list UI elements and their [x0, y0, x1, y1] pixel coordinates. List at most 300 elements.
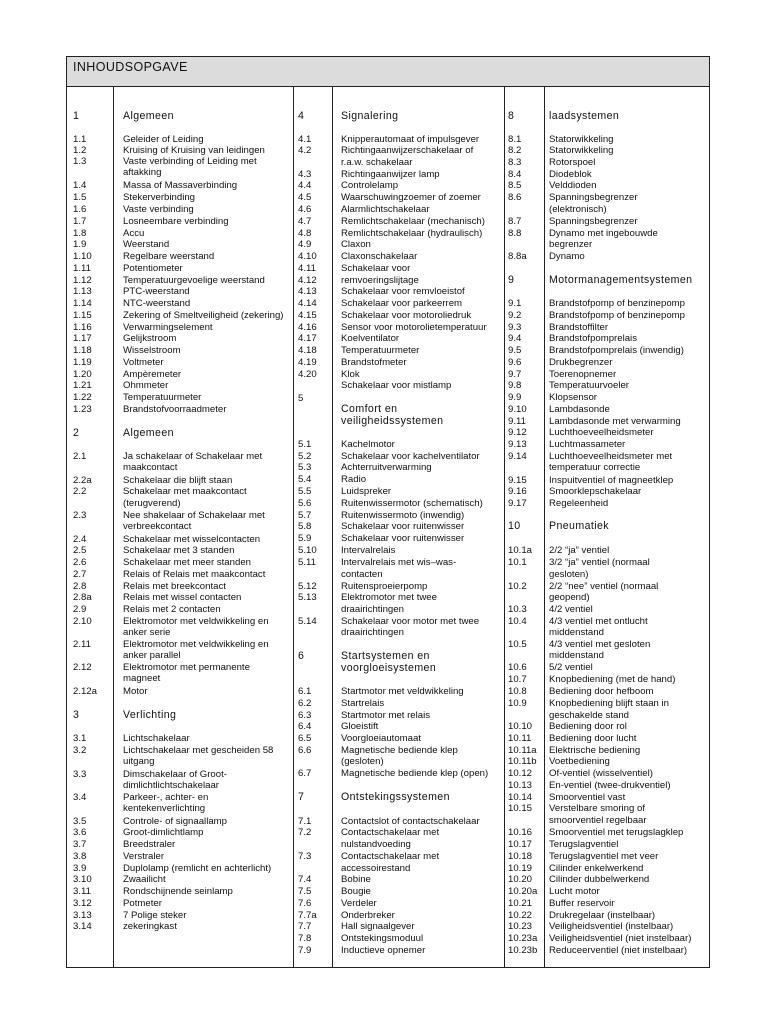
entry-number: 10.23a	[508, 933, 538, 944]
entry-number: 2.7	[73, 569, 87, 580]
entry-number: 10.18	[508, 851, 533, 862]
entry-label: Lichtschakelaar	[123, 733, 190, 744]
entry-number: 7.7	[298, 921, 312, 932]
entry-number: 5.10	[298, 545, 317, 556]
entry-label: Brandstoffilter	[549, 322, 609, 333]
entry-label: Schakelaar met wisselcontacten	[123, 534, 261, 545]
entry-number: 9.12	[508, 427, 527, 438]
entry-number: 5.13	[298, 592, 317, 603]
entry-number: 9.17	[508, 498, 527, 509]
entry-number: 2.8a	[73, 592, 92, 603]
entry-number: 3.11	[73, 886, 91, 897]
entry-number: 5.14	[298, 616, 317, 627]
entry-number: 3.12	[73, 898, 92, 909]
entry-label: Pneumatiek	[549, 520, 609, 532]
entry-number: 1.16	[73, 322, 92, 333]
column-divider	[113, 87, 114, 967]
entry-number: 6.2	[298, 698, 312, 709]
entry-label: Lichtschakelaar met gescheiden 58	[123, 745, 274, 756]
entry-number: 2.9	[73, 604, 87, 615]
entry-number: 1.20	[73, 369, 92, 380]
entry-number: 1.13	[73, 286, 92, 297]
entry-number: 5.8	[298, 521, 312, 532]
entry-label: Richtingaanwijzer lamp	[341, 169, 440, 180]
entry-label: Nee shakelaar of Schakelaar met	[123, 510, 265, 521]
entry-number: 1.9	[73, 239, 87, 250]
entry-number: 6	[298, 650, 305, 662]
entry-number: 10.10	[508, 721, 533, 732]
entry-number: 9.3	[508, 322, 522, 333]
entry-label: Klopsensor	[549, 392, 597, 403]
entry-number: 10.11b	[508, 756, 537, 767]
entry-number: 2	[73, 427, 80, 439]
entry-number: 1.23	[73, 404, 92, 415]
entry-label: Vaste verbinding	[123, 204, 194, 215]
entry-label: Ontstekingsmoduul	[341, 933, 424, 944]
entry-label: Brandstofpomprelais	[549, 333, 637, 344]
entry-number: 1.19	[73, 357, 92, 368]
entry-label: Sensor voor motorolietemperatuur	[341, 322, 487, 333]
entry-number: 3.5	[73, 816, 87, 827]
entry-number: 10.1	[508, 557, 527, 568]
entry-label: Statorwikkeling	[549, 134, 614, 145]
entry-number: 1.5	[73, 192, 87, 203]
entry-label: NTC-weerstand	[123, 298, 191, 309]
entry-label: Lambdasonde met verwarming	[549, 416, 681, 427]
entry-number: 7.2	[298, 827, 312, 838]
entry-number: 9.8	[508, 380, 522, 391]
entry-label: Claxon	[341, 239, 371, 250]
entry-label: magneet	[123, 673, 161, 684]
entry-number: 10.22	[508, 910, 533, 921]
entry-label: Contactschakelaar met	[341, 827, 440, 838]
entry-number: 2.1	[73, 451, 87, 462]
entry-number: 2.4	[73, 534, 87, 545]
entry-label: Brandstofvoorraadmeter	[123, 404, 227, 415]
entry-number: 8.2	[508, 145, 522, 156]
entry-label: Schakelaar met meer standen	[123, 557, 251, 568]
entry-number: 10.6	[508, 662, 527, 673]
entry-label: Relais of Relais met maakcontact	[123, 569, 266, 580]
entry-number: 7.8	[298, 933, 312, 944]
entry-number: 5.3	[298, 462, 312, 473]
entry-number: 9.2	[508, 310, 522, 321]
entry-label: contacten	[341, 569, 383, 580]
entry-label: Elektromotor met twee	[341, 592, 437, 603]
entry-label: Terugslagventiel met veer	[549, 851, 659, 862]
entry-label: Schakelaar voor ruitenwisser	[341, 533, 465, 544]
entry-label: Smoorventiel vast	[549, 792, 626, 803]
entry-number: 2.6	[73, 557, 87, 568]
entry-number: 10.14	[508, 792, 533, 803]
entry-label: Radio	[341, 474, 367, 485]
entry-number: 9.13	[508, 439, 527, 450]
entry-label: Rotorspoel	[549, 157, 596, 168]
entry-label: Cilinder dubbelwerkend	[549, 874, 650, 885]
entry-label: 7 Polige steker	[123, 910, 187, 921]
entry-label: Lucht motor	[549, 886, 600, 897]
entry-number: 9.10	[508, 404, 527, 415]
entry-label: Luidspreker	[341, 486, 392, 497]
entry-number: 1.21	[73, 380, 92, 391]
entry-number: 10.20a	[508, 886, 538, 897]
entry-number: 1.1	[73, 134, 87, 145]
entry-label: 4/2 ventiel	[549, 604, 593, 615]
entry-label: Motormanagementsystemen	[549, 274, 693, 286]
entry-number: 1.11	[73, 263, 91, 274]
entry-number: 7.3	[298, 851, 312, 862]
entry-label: Veiligheidsventiel (niet instelbaar)	[549, 933, 692, 944]
entry-label: Elektromotor met permanente	[123, 662, 250, 673]
entry-label: Gelijkstroom	[123, 333, 177, 344]
entry-number: 4.13	[298, 286, 317, 297]
entry-number: 1	[73, 110, 80, 122]
entry-number: 4.9	[298, 239, 312, 250]
entry-label: remvoeringslijtage	[341, 275, 419, 286]
entry-number: 1.4	[73, 180, 87, 191]
entry-label: Voetbediening	[549, 756, 610, 767]
entry-number: 4.16	[298, 322, 317, 333]
document-title: INHOUDSOPGAVE	[73, 60, 188, 74]
entry-label: Comfort en	[341, 403, 398, 415]
entry-label: Contactslot of contactschakelaar	[341, 816, 480, 827]
entry-number: 3.14	[73, 921, 92, 932]
entry-label: Remlichtschakelaar (hydraulisch)	[341, 228, 483, 239]
entry-label: Regelbare weerstand	[123, 251, 215, 262]
entry-number: 1.17	[73, 333, 92, 344]
entry-label: Reduceerventiel (niet instelbaar)	[549, 945, 688, 956]
entry-label: Smoorventiel met terugslagklep	[549, 827, 684, 838]
entry-number: 9.14	[508, 451, 527, 462]
entry-number: 9.7	[508, 369, 522, 380]
entry-label: anker parallel	[123, 650, 181, 661]
entry-number: 9.16	[508, 486, 527, 497]
entry-label: Rondschijnende seinlamp	[123, 886, 233, 897]
entry-number: 3.1	[73, 733, 87, 744]
entry-label: Ruitenwissermotor (schematisch)	[341, 498, 483, 509]
entry-number: 3.4	[73, 792, 87, 803]
entry-label: Startrelais	[341, 698, 385, 709]
entry-label: Dynamo met ingebouwde	[549, 228, 658, 239]
entry-label: Zwaailicht	[123, 874, 166, 885]
entry-number: 6.3	[298, 710, 312, 721]
entry-label: Inspuitventiel of magneetklep	[549, 475, 674, 486]
entry-number: 10.11	[508, 733, 532, 744]
entry-label: Geleider of Leiding	[123, 134, 204, 145]
entry-number: 3.9	[73, 863, 87, 874]
entry-label: Regeleenheid	[549, 498, 609, 509]
entry-label: Duplolamp (remlicht en achterlicht)	[123, 863, 272, 874]
entry-label: Of-ventiel (wisselventiel)	[549, 768, 653, 779]
entry-number: 4.14	[298, 298, 317, 309]
entry-label: accessoirestand	[341, 863, 411, 874]
entry-label: zekeringkast	[123, 921, 177, 932]
entry-label: 4/3 ventiel met ontlucht	[549, 616, 648, 627]
entry-label: Statorwikkeling	[549, 145, 614, 156]
entry-number: 9	[508, 274, 515, 286]
entry-number: 10.4	[508, 616, 527, 627]
entry-label: Accu	[123, 228, 145, 239]
entry-label: Magnetische bediende klep	[341, 745, 458, 756]
entry-label: Smoorklepschakelaar	[549, 486, 642, 497]
entry-label: Startsystemen en	[341, 650, 430, 662]
entry-number: 9.15	[508, 475, 527, 486]
entry-label: Onderbreker	[341, 910, 395, 921]
entry-label: Inductieve opnemer	[341, 945, 426, 956]
entry-number: 6.5	[298, 733, 312, 744]
entry-number: 1.14	[73, 298, 92, 309]
entry-label: Velddioden	[549, 180, 597, 191]
entry-label: Controle- of signaallamp	[123, 816, 227, 827]
entry-label: Verstelbare smoring of	[549, 803, 645, 814]
column-divider	[293, 87, 294, 967]
entry-label: Schakelaar met maakcontact	[123, 486, 247, 497]
entry-label: Verstraler	[123, 851, 165, 862]
entry-label: veiligheidssystemen	[341, 415, 444, 427]
entry-label: Diodeblok	[549, 169, 592, 180]
entry-number: 10.2	[508, 581, 527, 592]
entry-label: Temperatuurmeter	[341, 345, 420, 356]
entry-label: Schakelaar voor remvloeistof	[341, 286, 465, 297]
entry-number: 2.2a	[73, 475, 92, 486]
entry-number: 9.11	[508, 416, 526, 427]
entry-label: Schakelaar voor ruitenwisser	[341, 521, 465, 532]
entry-number: 2.10	[73, 616, 92, 627]
entry-label: Schakelaar voor parkeerrem	[341, 298, 463, 309]
entry-label: Startmotor met veldwikkeling	[341, 686, 464, 697]
entry-label: Potmeter	[123, 898, 162, 909]
entry-number: 10.1a	[508, 545, 533, 556]
entry-label: uitgang	[123, 756, 155, 767]
entry-label: Drukbegrenzer	[549, 357, 613, 368]
entry-number: 7.1	[298, 816, 312, 827]
entry-label: anker serie	[123, 627, 171, 638]
entry-number: 2.2	[73, 486, 87, 497]
entry-label: Brandstofpomp of benzinepomp	[549, 298, 685, 309]
entry-number: 8.4	[508, 169, 522, 180]
entry-number: 7.9	[298, 945, 312, 956]
entry-number: 5.9	[298, 533, 312, 544]
entry-label: Voltmeter	[123, 357, 164, 368]
entry-label: Spanningsbegrenzer	[549, 216, 638, 227]
entry-label: Elektrische bediening	[549, 745, 641, 756]
entry-number: 4.12	[298, 275, 317, 286]
entry-label: Verlichting	[123, 709, 177, 721]
entry-number: 4.6	[298, 204, 312, 215]
entry-label: Verdeler	[341, 898, 377, 909]
entry-number: 8.3	[508, 157, 522, 168]
entry-label: Schakelaar voor motoroliedruk	[341, 310, 472, 321]
entry-label: Bediening door lucht	[549, 733, 637, 744]
entry-number: 8.6	[508, 192, 522, 203]
entry-label: En-ventiel (twee-drukventiel)	[549, 780, 671, 791]
entry-label: Knipperautomaat of impulsgever	[341, 134, 480, 145]
entry-number: 4.20	[298, 369, 317, 380]
entry-number: 6.6	[298, 745, 312, 756]
entry-number: 10.13	[508, 780, 533, 791]
entry-number: 8.8	[508, 228, 522, 239]
entry-number: 9.5	[508, 345, 522, 356]
entry-label: Dimschakelaar of Groot-	[123, 769, 227, 780]
entry-label: Schakelaar voor mistlamp	[341, 380, 452, 391]
entry-number: 4.19	[298, 357, 317, 368]
entry-number: 2.12	[73, 662, 92, 673]
entry-label: dimlichtlichtschakelaar	[123, 780, 219, 791]
entry-number: 1.22	[73, 392, 92, 403]
entry-label: Koelventilator	[341, 333, 400, 344]
entry-label: PTC-weerstand	[123, 286, 190, 297]
title-bar	[67, 57, 709, 87]
entry-label: Ampèremeter	[123, 369, 182, 380]
entry-label: kentekenverlichting	[123, 803, 206, 814]
entry-label: Terugslagventiel	[549, 839, 619, 850]
entry-label: r.a.w. schakelaar	[341, 157, 413, 168]
entry-label: Relais met 2 contacten	[123, 604, 221, 615]
entry-label: Claxonschakelaar	[341, 251, 418, 262]
entry-label: Losneembare verbinding	[123, 216, 229, 227]
entry-label: (gesloten)	[341, 756, 384, 767]
entry-number: 4.3	[298, 169, 312, 180]
entry-label: Startmotor met relais	[341, 710, 431, 721]
entry-label: Brandstofpomprelais (inwendig)	[549, 345, 684, 356]
entry-label: Toerenopnemer	[549, 369, 617, 380]
entry-label: Buffer reservoir	[549, 898, 615, 909]
entry-number: 10.20	[508, 874, 533, 885]
entry-label: draairichtingen	[341, 604, 404, 615]
entry-label: Wisselstroom	[123, 345, 181, 356]
entry-number: 2.5	[73, 545, 87, 556]
entry-label: Achterruitverwarming	[341, 462, 432, 473]
entry-number: 9.4	[508, 333, 522, 344]
entry-number: 5.7	[298, 510, 312, 521]
entry-label: Stekerverbinding	[123, 192, 195, 203]
entry-number: 10.15	[508, 803, 533, 814]
entry-label: Schakelaar voor	[341, 263, 411, 274]
entry-label: Luchthoeveelheidsmeter met	[549, 451, 673, 462]
entry-number: 10.16	[508, 827, 533, 838]
entry-number: 4.8	[298, 228, 312, 239]
entry-label: Elektromotor met veldwikkeling en	[123, 616, 269, 627]
entry-label: maakcontact	[123, 462, 178, 473]
entry-number: 4.10	[298, 251, 317, 262]
entry-number: 8.8a	[508, 251, 527, 262]
entry-label: Schakelaar met 3 standen	[123, 545, 235, 556]
entry-number: 7.4	[298, 874, 312, 885]
entry-number: 4.15	[298, 310, 317, 321]
entry-label: Bediening door rol	[549, 721, 627, 732]
entry-number: 4	[298, 110, 305, 122]
entry-number: 3.8	[73, 851, 87, 862]
entry-label: Alarmlichtschakelaar	[341, 204, 430, 215]
entry-number: 7.5	[298, 886, 312, 897]
entry-label: Intervalrelais	[341, 545, 396, 556]
entry-number: 1.15	[73, 310, 92, 321]
entry-label: Richtingaanwijzerschakelaar of	[341, 145, 474, 156]
entry-number: 6.4	[298, 721, 312, 732]
entry-number: 10.9	[508, 698, 527, 709]
entry-number: 5.12	[298, 581, 317, 592]
entry-label: Elektromotor met veldwikkeling en	[123, 639, 269, 650]
entry-label: Bougie	[341, 886, 371, 897]
entry-number: 3.6	[73, 827, 87, 838]
entry-number: 5.4	[298, 474, 312, 485]
entry-label: Vaste verbinding of Leiding met	[123, 156, 257, 167]
entry-number: 10.19	[508, 863, 533, 874]
column-divider	[504, 87, 505, 967]
entry-number: 3.7	[73, 839, 87, 850]
entry-label: draairichtingen	[341, 627, 404, 638]
entry-label: nulstandvoeding	[341, 839, 411, 850]
entry-number: 7.6	[298, 898, 312, 909]
entry-number: 4.4	[298, 180, 312, 191]
entry-number: 10.8	[508, 686, 527, 697]
entry-number: 1.7	[73, 216, 87, 227]
entry-label: aftakking	[123, 167, 162, 178]
entry-label: begrenzer	[549, 239, 593, 250]
entry-number: 4.7	[298, 216, 312, 227]
entry-label: Bediening door hefboom	[549, 686, 654, 697]
entry-number: 2.12a	[73, 686, 98, 697]
entry-label: Potentiometer	[123, 263, 183, 274]
entry-label: Relais met breekcontact	[123, 581, 226, 592]
entry-label: Spanningsbegrenzer	[549, 192, 638, 203]
entry-number: 10	[508, 520, 521, 532]
entry-label: smoorventiel regelbaar	[549, 815, 647, 826]
entry-label: temperatuur correctie	[549, 462, 641, 473]
entry-number: 1.3	[73, 156, 87, 167]
entry-number: 10.21	[508, 898, 533, 909]
entry-number: 6.1	[298, 686, 312, 697]
entry-label: Ohmmeter	[123, 380, 169, 391]
entry-number: 9.9	[508, 392, 522, 403]
entry-label: verbreekcontact	[123, 521, 192, 532]
entry-label: laadsystemen	[549, 110, 620, 122]
entry-label: Waarschuwingzoemer of zoemer	[341, 192, 481, 203]
entry-label: gesloten)	[549, 569, 589, 580]
entry-number: 4.17	[298, 333, 317, 344]
entry-number: 2.8	[73, 581, 87, 592]
entry-label: middenstand	[549, 650, 604, 661]
entry-number: 2.11	[73, 639, 91, 650]
entry-number: 10.17	[508, 839, 533, 850]
entry-label: (elektronisch)	[549, 204, 607, 215]
entry-label: Hall signaalgever	[341, 921, 415, 932]
entry-label: Remlichtschakelaar (mechanisch)	[341, 216, 485, 227]
entry-label: Temperatuurvoeler	[549, 380, 629, 391]
entry-label: Bobine	[341, 874, 371, 885]
entry-label: 4/3 ventiel met gesloten	[549, 639, 651, 650]
entry-label: Brandstofpomp of benzinepomp	[549, 310, 685, 321]
column-divider	[332, 87, 333, 967]
entry-number: 7.7a	[298, 910, 317, 921]
entry-label: Massa of Massaverbinding	[123, 180, 238, 191]
column-divider	[544, 87, 545, 967]
entry-number: 3.2	[73, 745, 87, 756]
entry-number: 3.10	[73, 874, 92, 885]
entry-label: Ruitenwissermoto (inwendig)	[341, 510, 465, 521]
entry-label: Lambdasonde	[549, 404, 610, 415]
entry-number: 6.7	[298, 768, 312, 779]
entry-label: 2/2 “nee” ventiel (normaal	[549, 581, 659, 592]
entry-number: 3.3	[73, 769, 87, 780]
entry-number: 1.12	[73, 275, 92, 286]
entry-label: Voorgloeiautomaat	[341, 733, 422, 744]
entry-number: 5.1	[298, 439, 312, 450]
entry-number: 8.5	[508, 180, 522, 191]
entry-label: Drukregelaar (instelbaar)	[549, 910, 656, 921]
entry-label: Signalering	[341, 110, 399, 122]
entry-label: Luchthoeveelheidsmeter	[549, 427, 654, 438]
